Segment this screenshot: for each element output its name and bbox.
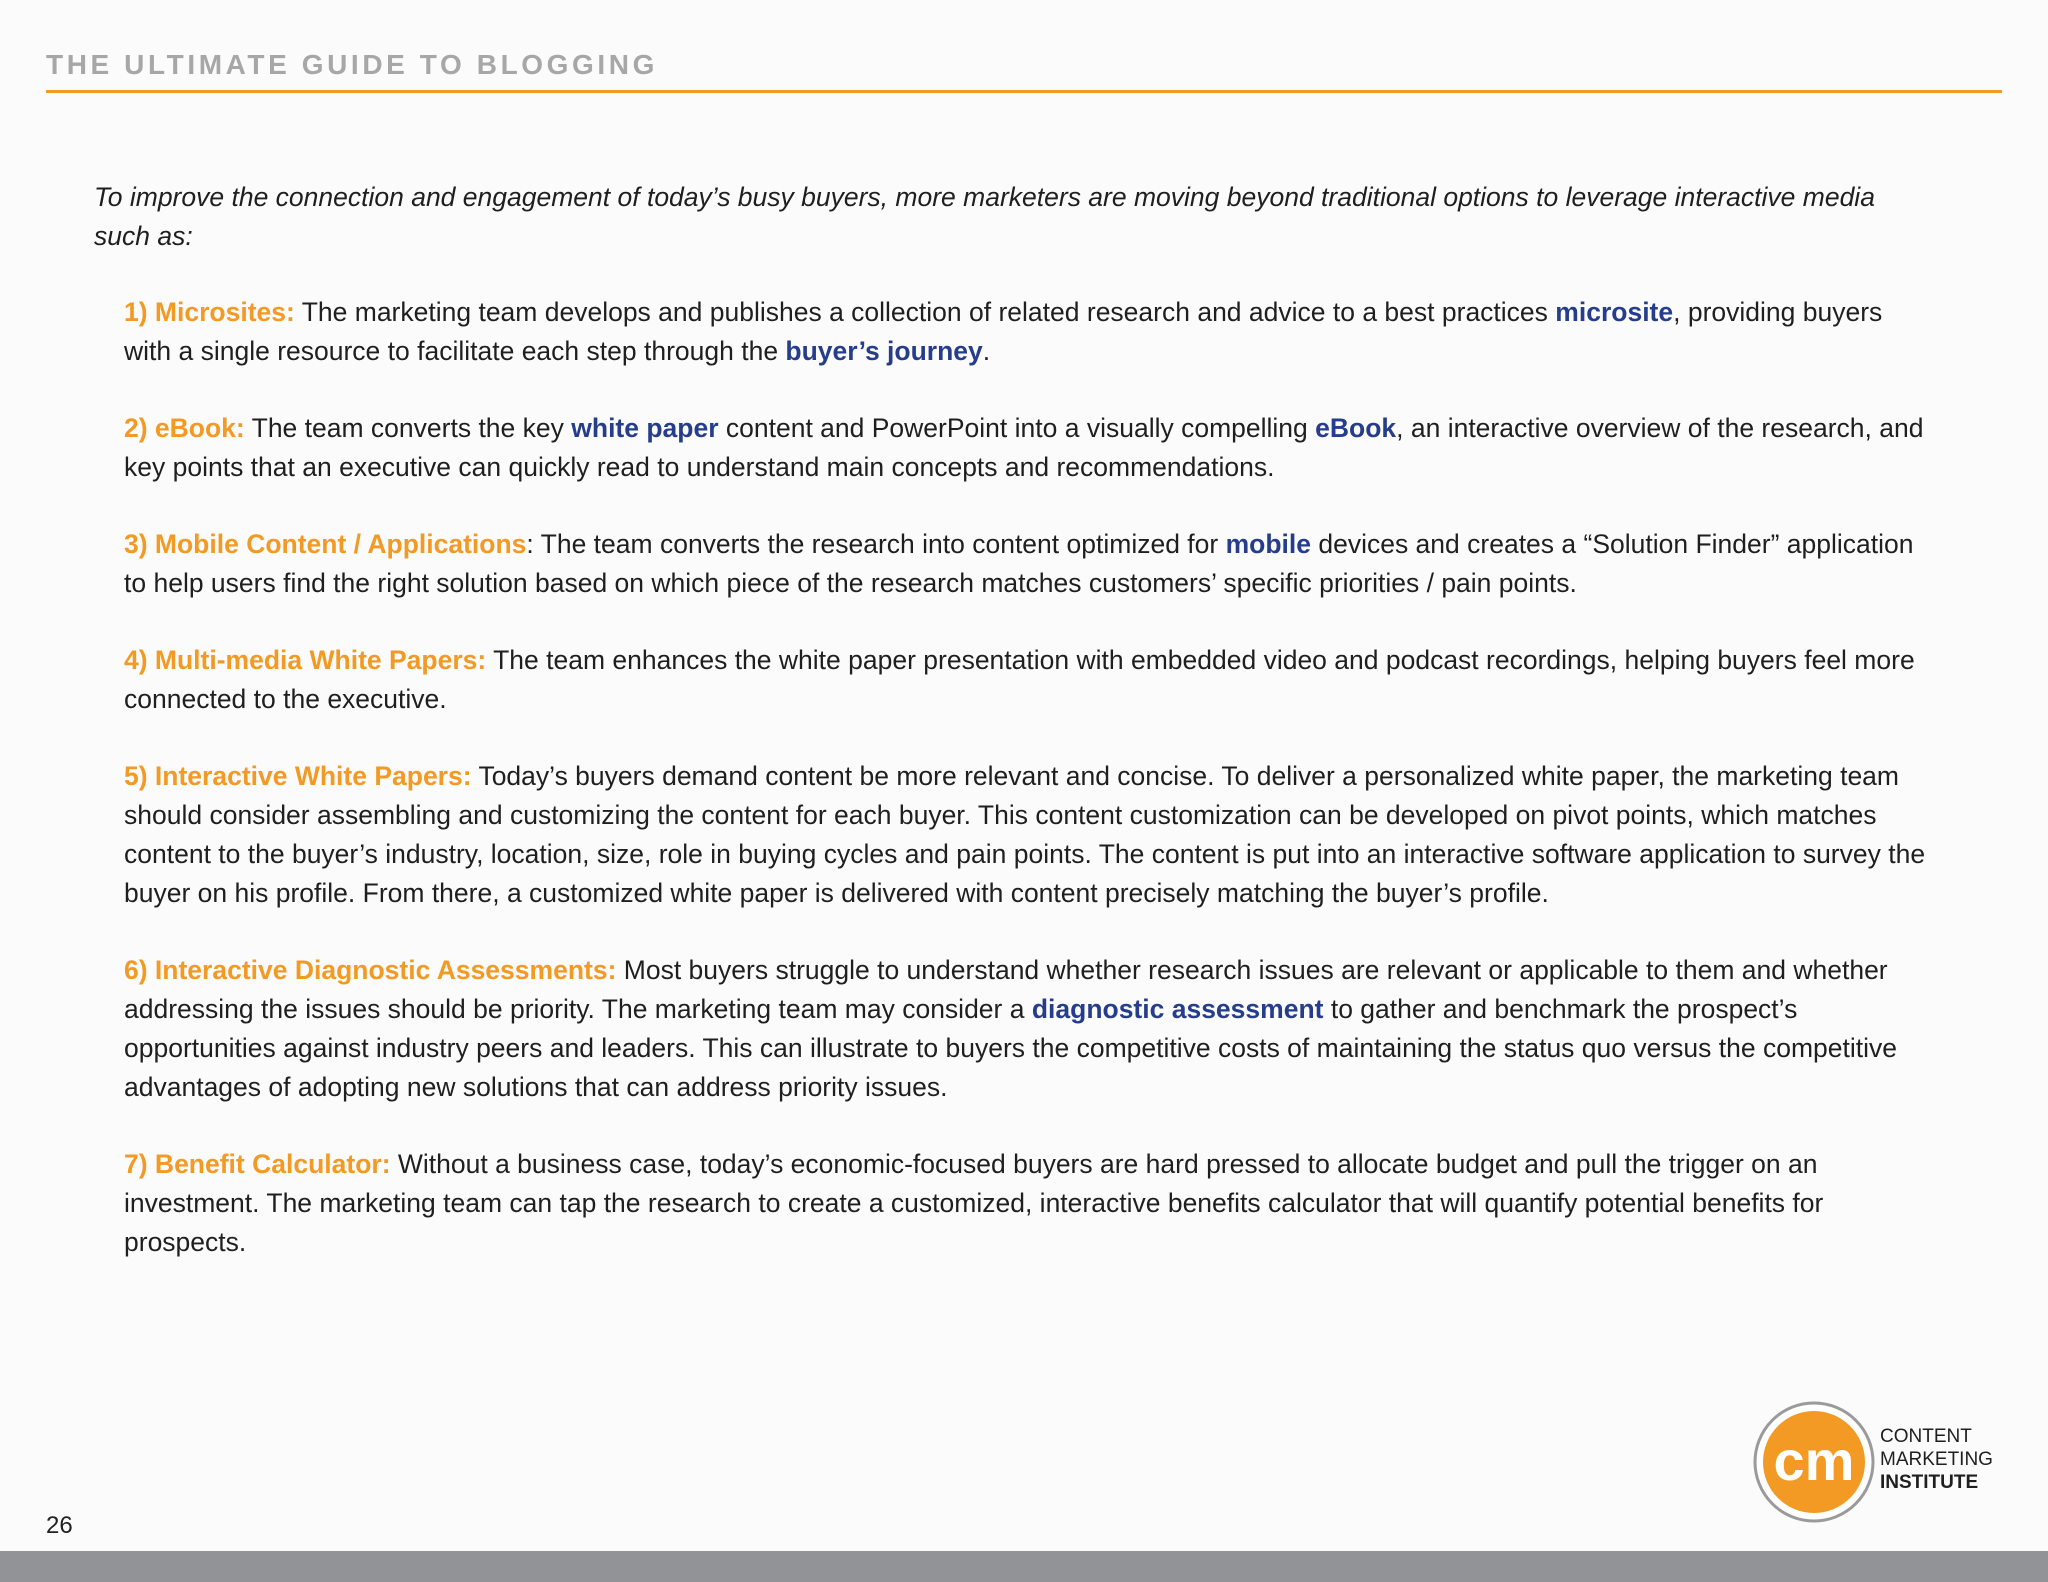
logo-line-content: CONTENT — [1880, 1426, 1972, 1447]
link-ebook[interactable]: eBook — [1315, 413, 1397, 443]
item-text: Without a business case, today’s economic-focused buyers are hard pressed to allocate budget and pull the trigger on an investment. The marketing team can tap the research to create a customized, interactive benefits calculator that will quantify potential benefits for prospects. — [124, 1149, 1824, 1257]
logo-line-marketing: MARKETING — [1880, 1449, 1993, 1470]
list-item-ebook — [124, 409, 1934, 487]
list-item-multimedia-white-papers — [124, 641, 1934, 719]
item-label: 5) Interactive White Papers: — [124, 761, 472, 791]
list-item-benefit-calculator — [124, 1145, 1934, 1262]
item-text: content and PowerPoint into a visually compelling — [718, 413, 1316, 443]
link-microsite[interactable]: microsite — [1555, 297, 1674, 327]
item-label: 2) eBook: — [124, 413, 245, 443]
item-text: The marketing team develops and publishes a collection of related research and advice to a best practices — [294, 297, 1556, 327]
item-text: The team enhances the white paper presentation with embedded video and podcast recordings, helping buyers feel more connected to the executive. — [124, 645, 1915, 714]
page-header-title: THE ULTIMATE GUIDE TO BLOGGING — [46, 49, 658, 80]
page-number: 26 — [46, 1512, 73, 1539]
link-white-paper[interactable]: white paper — [571, 413, 719, 443]
item-text: The team converts the key — [244, 413, 572, 443]
item-label: 1) Microsites: — [124, 297, 295, 327]
list-item-diagnostic-assessments — [124, 951, 1934, 1107]
list-item-mobile — [124, 525, 1934, 603]
link-mobile[interactable]: mobile — [1225, 529, 1311, 559]
item-label: 7) Benefit Calculator: — [124, 1149, 391, 1179]
item-text: to gather and benchmark the prospect’s opportunities against industry peers and leaders. This can illustrate to buyers the competitive costs of maintaining the status quo versus the competitive advantages of adopting new solutions that can address priority issues. — [124, 994, 1898, 1102]
item-text: Most buyers struggle to understand whether research issues are relevant or applicable to them and whether addressing the issues should be priority. The marketing team may consider a — [124, 955, 1888, 1024]
intro-paragraph: To improve the connection and engagement of today’s busy buyers, more marketers are moving beyond traditional options to leverage interactive media such as: — [94, 182, 1875, 251]
logo-wordmark — [1880, 1425, 1993, 1494]
footer-bar — [0, 1551, 2048, 1582]
item-text: Today’s buyers demand content be more relevant and concise. To deliver a personalized white paper, the marketing team should consider assembling and customizing the content for each buyer. This content customization can be developed on pivot points, which matches content to the buyer’s industry, location, size, role in buying cycles and pain points. The content is put into an interactive software application to survey the buyer on his profile. From there, a customized white paper is delivered with content precisely matching the buyer’s profile. — [124, 761, 1926, 908]
item-label: 6) Interactive Diagnostic Assessments: — [124, 955, 617, 985]
header-divider — [46, 90, 2002, 93]
link-diagnostic-assessment[interactable]: diagnostic assessment — [1031, 994, 1324, 1024]
logo-mark: cm — [1773, 1429, 1855, 1492]
item-text: devices and creates a “Solution Finder” application to help users find the right solution based on which piece of the research matches customers’ specific priorities / pain points. — [124, 529, 1914, 598]
item-text: , providing buyers with a single resource to facilitate each step through the — [124, 297, 1883, 366]
logo-line-institute: INSTITUTE — [1880, 1472, 1979, 1493]
link-buyers-journey[interactable]: buyer’s journey — [785, 336, 983, 366]
item-text: , an interactive overview of the research, and key points that an executive can quickly read to understand main concepts and recommendations. — [124, 413, 1924, 482]
list-item-microsites — [124, 293, 1934, 371]
cmi-logo-icon — [1752, 1400, 1876, 1524]
item-label: 3) Mobile Content / Applications — [124, 529, 527, 559]
list-item-interactive-white-papers — [124, 757, 1934, 913]
item-text: . — [982, 336, 991, 366]
main-content — [94, 178, 1934, 1300]
item-text: : The team converts the research into content optimized for — [526, 529, 1226, 559]
item-label: 4) Multi-media White Papers: — [124, 645, 487, 675]
